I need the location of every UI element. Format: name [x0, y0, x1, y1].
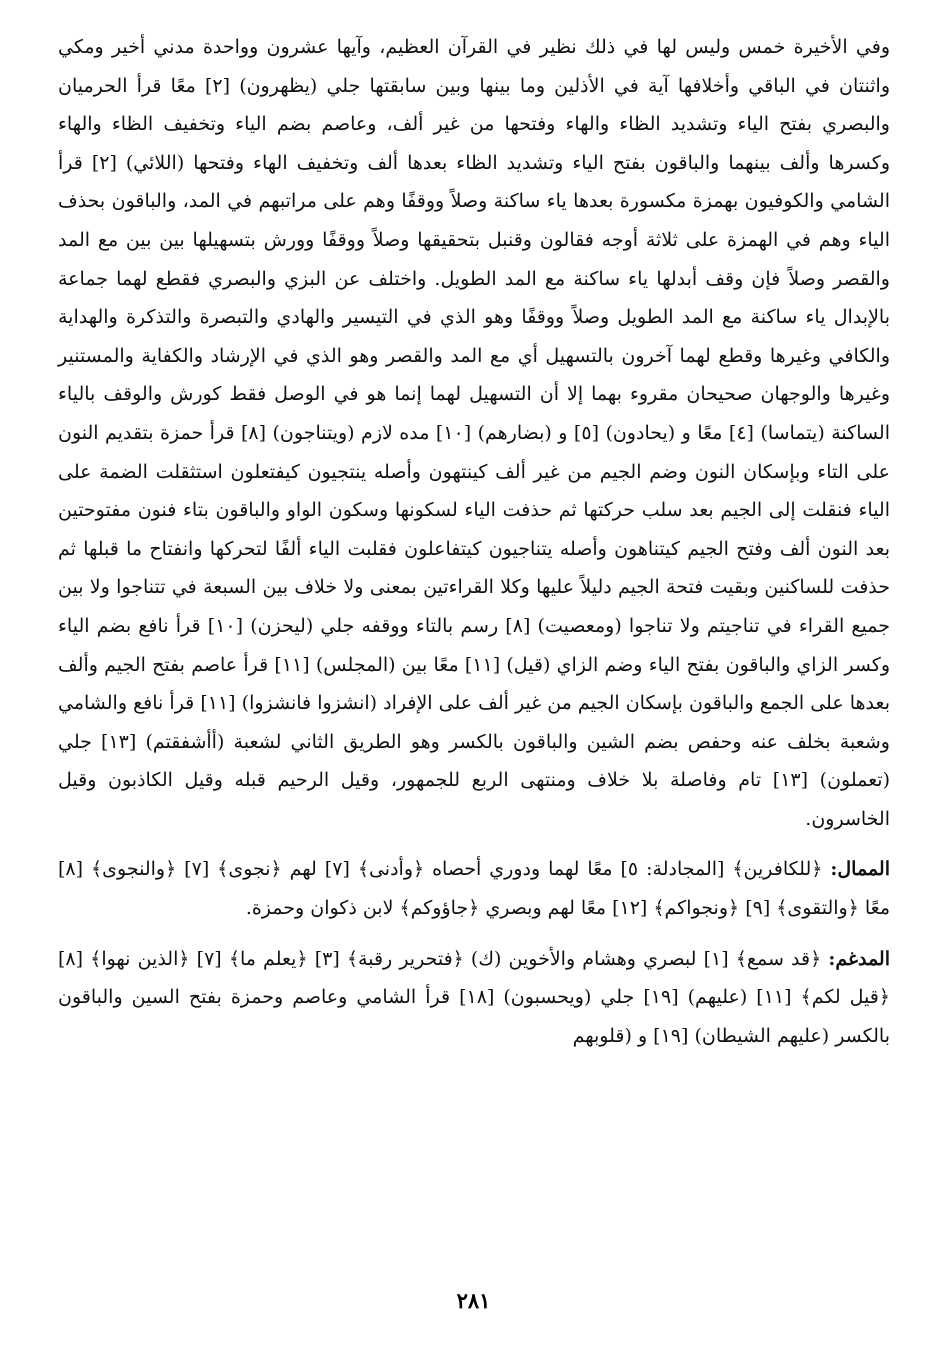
- mudgham-label: المدغم:: [828, 947, 890, 970]
- page-number: ٢٨١: [456, 1288, 491, 1313]
- mumal-text: ﴿للكافرين﴾ [المجادلة: ٥] معًا لهما ودوري أحصاه ﴿وأدنى﴾ [٧] لهم ﴿نجوى﴾ [٧] ﴿والنجوى﴾ [٨] معًا ﴿والتقوى﴾ [٩] ﴿ونجواكم﴾ [١٢] معًا لهم وبصري ﴿جاؤوكم﴾ لابن ذكوان وحمزة.: [58, 858, 890, 920]
- main-paragraph: وفي الأخيرة خمس وليس لها في ذلك نظير في القرآن العظيم، وآيها عشرون وواحدة مدني أخير ومكي واثنتان في الباقي وأخلافها آية في الأذلين وما بينها وبين سابقتها جلي (يظهرون) [٢] معًا قرأ الحرميان والبصري بفتح الياء وتشديد الظاء والهاء وفتحها من غير ألف، وعاصم بضم الياء وتخفيف الظاء والهاء وكسرها وألف بينهما والباقون بفتح الياء وتشديد الظاء بعدها ألف وتخفيف الهاء وفتحها (اللائي) [٢] قرأ الشامي والكوفيون بهمزة مكسورة بعدها ياء ساكنة وصلاً ووقفًا وهم على مراتبهم في المد، والباقون بحذف الياء وهم في الهمزة على ثلاثة أوجه فقالون وقنبل بتحقيقها وصلاً ووقفًا وورش بتسهيلها بين بين مع المد والقصر وصلاً فإن وقف أبدلها ياء ساكنة مع المد الطويل. واختلف عن البزي والبصري فقطع لهما جماعة بالإبدال ياء ساكنة مع المد الطويل وصلاً ووقفًا وهو الذي في التيسير والهادي والتبصرة والتذكرة والهداية والكافي وغيرها وقطع لهما آخرون بالتسهيل أي مع المد والقصر وهو الذي في الإرشاد والكفاية والمستنير وغيرها والوجهان صحيحان مقروء بهما إلا أن التسهيل لهما إنما هو في الوصل فقط كورش والوقف بالياء الساكنة (يتماسا) [٤] معًا و (يحادون) [٥] و (بضارهم) [١٠] مده لازم (ويتناجون) [٨] قرأ حمزة بتقديم النون على التاء وبإسكان النون وضم الجيم من غير ألف كينتهون وأصله ينتجيون كيفتعلون استثقلت الضمة على الياء فنقلت إلى الجيم بعد سلب حركتها ثم حذفت الياء لسكونها وسكون الواو والباقون بتاء فنون مفتوحتين بعد النون ألف وفتح الجيم كيتناهون وأصله يتناجيون كيتفاعلون فقلبت الياء ألفًا لتحركها وانفتاح ما قبلها ثم حذفت للساكنين وبقيت فتحة الجيم دليلاً عليها وكلا القراءتين بمعنى ولا خلاف بين السبعة في تتناجوا ولا بين جميع القراء في تناجيتم ولا تناجوا (ومعصيت) [٨] رسم بالتاء ووقفه جلي (ليحزن) [١٠] قرأ نافع بضم الياء وكسر الزاي والباقون بفتح الياء وضم الزاي (قيل) [١١] معًا بين (المجلس) [١١] قرأ عاصم بفتح الجيم وألف بعدها على الجمع والباقون بإسكان الجيم من غير ألف على الإفراد (انشزوا فانشزوا) [١١] قرأ نافع والشامي وشعبة بخلف عنه وحفص بضم الشين والباقون بالكسر وهو الطريق الثاني لشعبة (أأشفقتم) [١٣] جلي (تعملون) [١٣] تام وفاصلة بلا خلاف ومنتهى الربع للجمهور، وقيل الرحيم قبله وقيل الكاذبون وقيل الخاسرون.: [58, 36, 891, 830]
- mumal-section: [58, 850, 890, 927]
- mumal-label: الممال:: [830, 858, 890, 881]
- mudgham-section: [58, 940, 890, 1056]
- book-page: [58, 28, 890, 1338]
- mudgham-text: ﴿قد سمع﴾ [١] لبصري وهشام والأخوين (ك) ﴿فتحرير رقبة﴾ [٣] ﴿يعلم ما﴾ [٧] ﴿الذين نهوا﴾ [٨] ﴿قيل لكم﴾ [١١] (عليهم) [١٩] جلي (ويحسبون) [١٨] قرأ الشامي وعاصم وحمزة بفتح السين والباقون بالكسر (عليهم الشيطان) [١٩] و (قلوبهم: [58, 947, 890, 1047]
